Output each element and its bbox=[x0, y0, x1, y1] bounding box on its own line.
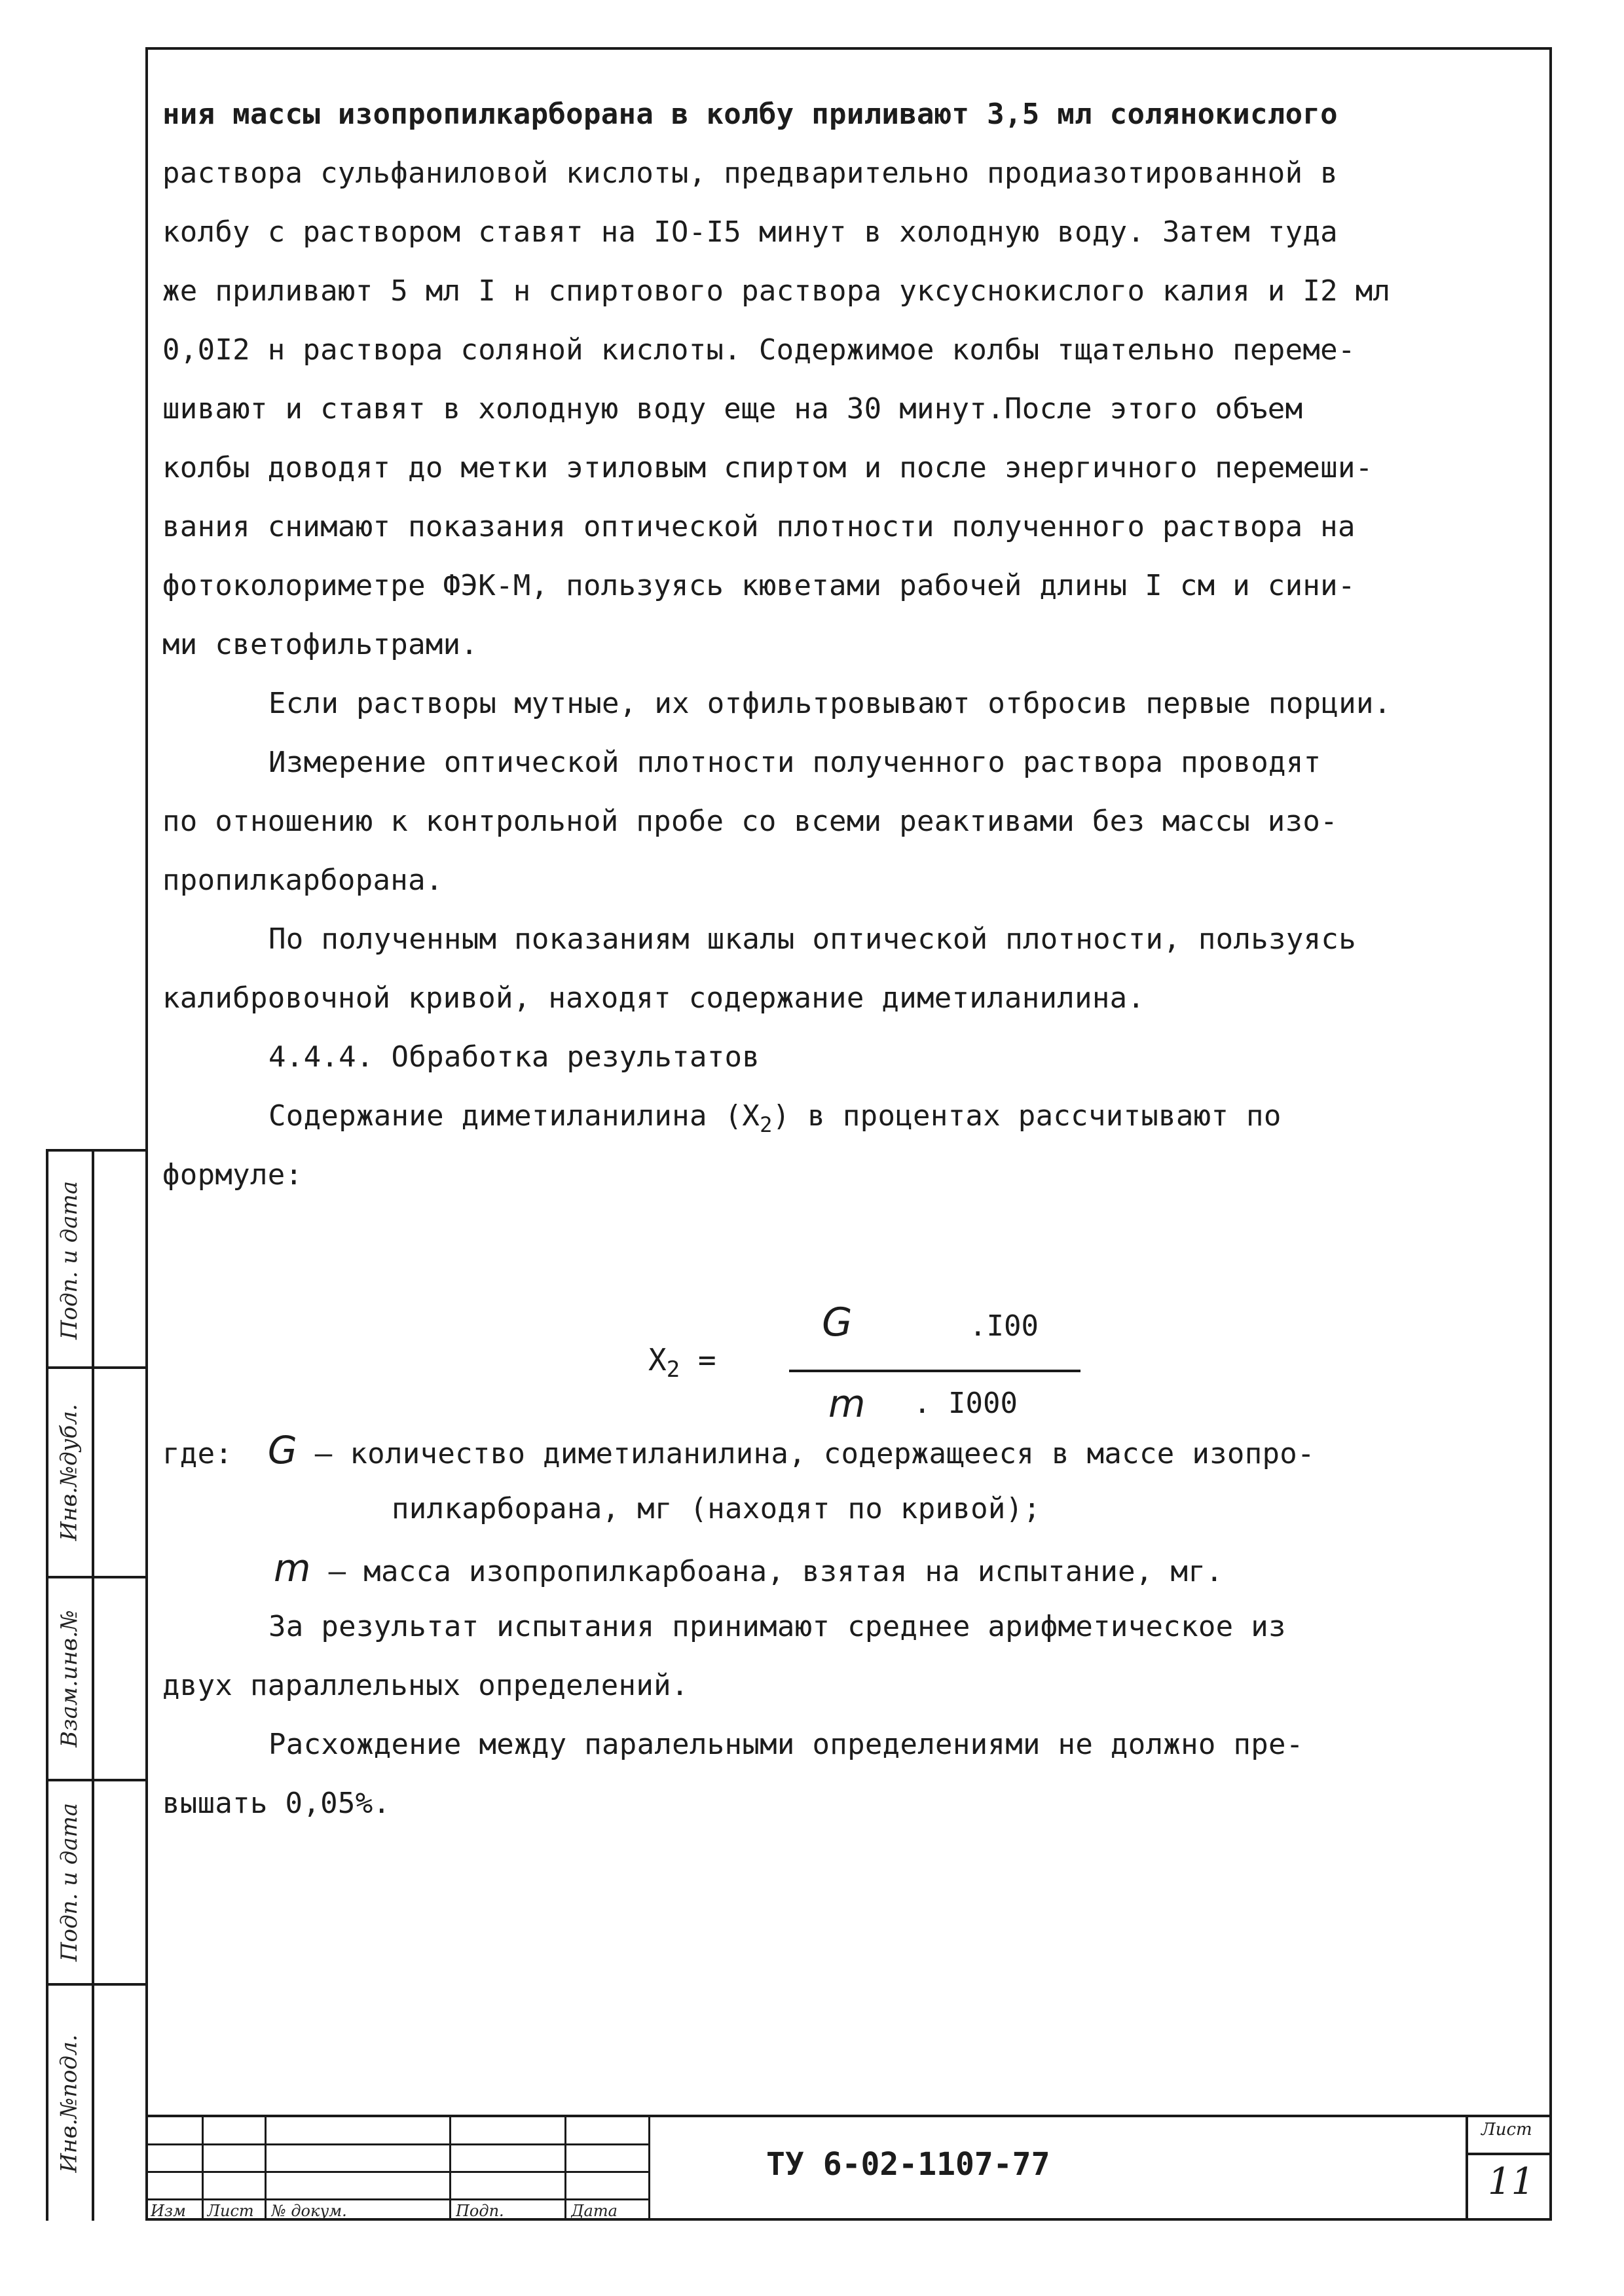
stamp-row-line bbox=[145, 2171, 648, 2173]
legend-line: где: G – количество диметиланилина, содержащееся в массе изопро- bbox=[162, 1428, 1315, 1472]
stamp-label-data: Дата bbox=[571, 2202, 618, 2220]
stamp-label-list: Лист bbox=[207, 2202, 254, 2220]
stamp-col-line bbox=[265, 2117, 267, 2221]
stamp-col-line bbox=[564, 2117, 566, 2221]
text-line: Измерение оптической плотности полученного раствора проводят bbox=[268, 746, 1321, 779]
sheet-label: Лист bbox=[1481, 2120, 1532, 2140]
approval-margin bbox=[46, 1149, 145, 2221]
margin-inv-podl: Инв.№подл. bbox=[56, 2033, 83, 2173]
legend-line: m – масса изопропилкарбоана, взятая на испытание, мг. bbox=[274, 1546, 1223, 1590]
text-line: фотоколориметре ФЭК-М, пользуясь кюветами рабочей длины I см и сини- bbox=[162, 569, 1356, 602]
text-line: раствора сульфаниловой кислоты, предварительно продиазотированной в bbox=[162, 156, 1338, 190]
fraction-bar bbox=[789, 1370, 1080, 1372]
text-line: вышать 0,05%. bbox=[162, 1787, 391, 1820]
margin-podp-data-2: Подп. и дата bbox=[56, 1802, 83, 1962]
text-line: По полученным показаниям шкалы оптической плотности, пользуясь bbox=[268, 922, 1356, 956]
stamp-col-line bbox=[202, 2117, 204, 2221]
sheet-number: 11 bbox=[1488, 2160, 1535, 2203]
text-line: же приливают 5 мл I н спиртового раствора уксуснокислого калия и I2 мл bbox=[162, 274, 1391, 308]
stamp-label-izm: Изм bbox=[151, 2202, 186, 2220]
margin-divider bbox=[92, 1152, 94, 2221]
text-line: шивают и ставят в холодную воду еще на 30 минут.После этого объем bbox=[162, 392, 1303, 426]
stamp-col-line bbox=[449, 2117, 451, 2221]
section-heading: 4.4.4. Обработка результатов bbox=[268, 1040, 760, 1074]
stamp-label-dokum: № докум. bbox=[271, 2202, 347, 2220]
text-line: Если растворы мутные, их отфильтровывают отбросив первые порции. bbox=[268, 687, 1392, 720]
text-line: колбы доводят до метки этиловым спиртом и после энергичного перемеши- bbox=[162, 451, 1373, 484]
formula-100: .I00 bbox=[969, 1309, 1039, 1343]
text-line: вания снимают показания оптической плотности полученного раствора на bbox=[162, 510, 1356, 543]
text-line: пропилкарборана. bbox=[162, 864, 443, 897]
text-line: 0,0I2 н раствора соляной кислоты. Содержимое колбы тщательно переме- bbox=[162, 333, 1356, 367]
text-line: Содержание диметиланилина $(X_2)$ в процентах рассчитывают по bbox=[268, 1099, 1282, 1137]
text-line: двух параллельных определений. bbox=[162, 1669, 689, 1702]
text-line: Расхождение между паралельными определениями не должно пре- bbox=[268, 1728, 1304, 1761]
formula-g: G bbox=[822, 1300, 853, 1345]
document-code: ТУ 6-02-1107-77 bbox=[766, 2146, 1050, 2183]
text-line: ми светофильтрами. bbox=[162, 628, 479, 661]
formula-1000: . I000 bbox=[913, 1387, 1018, 1420]
text-line: по отношению к контрольной пробе со всеми реактивами без массы изо- bbox=[162, 805, 1338, 838]
legend-line: пилкарборана, мг (находят по кривой); bbox=[392, 1492, 1041, 1525]
formula-lhs: $X_2$ = bbox=[648, 1342, 716, 1383]
margin-podp-data-1: Подп. и дата bbox=[56, 1180, 83, 1340]
stamp-col-line bbox=[648, 2117, 650, 2221]
margin-inv-dubl: Инв.№дубл. bbox=[56, 1404, 83, 1541]
margin-vzam-inv: Взам.инв.№ bbox=[56, 1610, 83, 1747]
text-line: ния массы изопропилкарборана в колбу приливают 3,5 мл солянокислого bbox=[162, 98, 1338, 131]
formula-m: m bbox=[828, 1381, 866, 1426]
stamp-label-podp: Подп. bbox=[456, 2202, 504, 2220]
text-line: калибровочной кривой, находят содержание диметиланилина. bbox=[162, 981, 1145, 1015]
stamp-row-line bbox=[145, 2143, 648, 2145]
text-line: За результат испытания принимают среднее арифметическое из bbox=[268, 1610, 1286, 1643]
text-line: формуле: bbox=[162, 1158, 303, 1192]
text-line: колбу с раствором ставят на IO-I5 минут в холодную воду. Затем туда bbox=[162, 215, 1338, 249]
